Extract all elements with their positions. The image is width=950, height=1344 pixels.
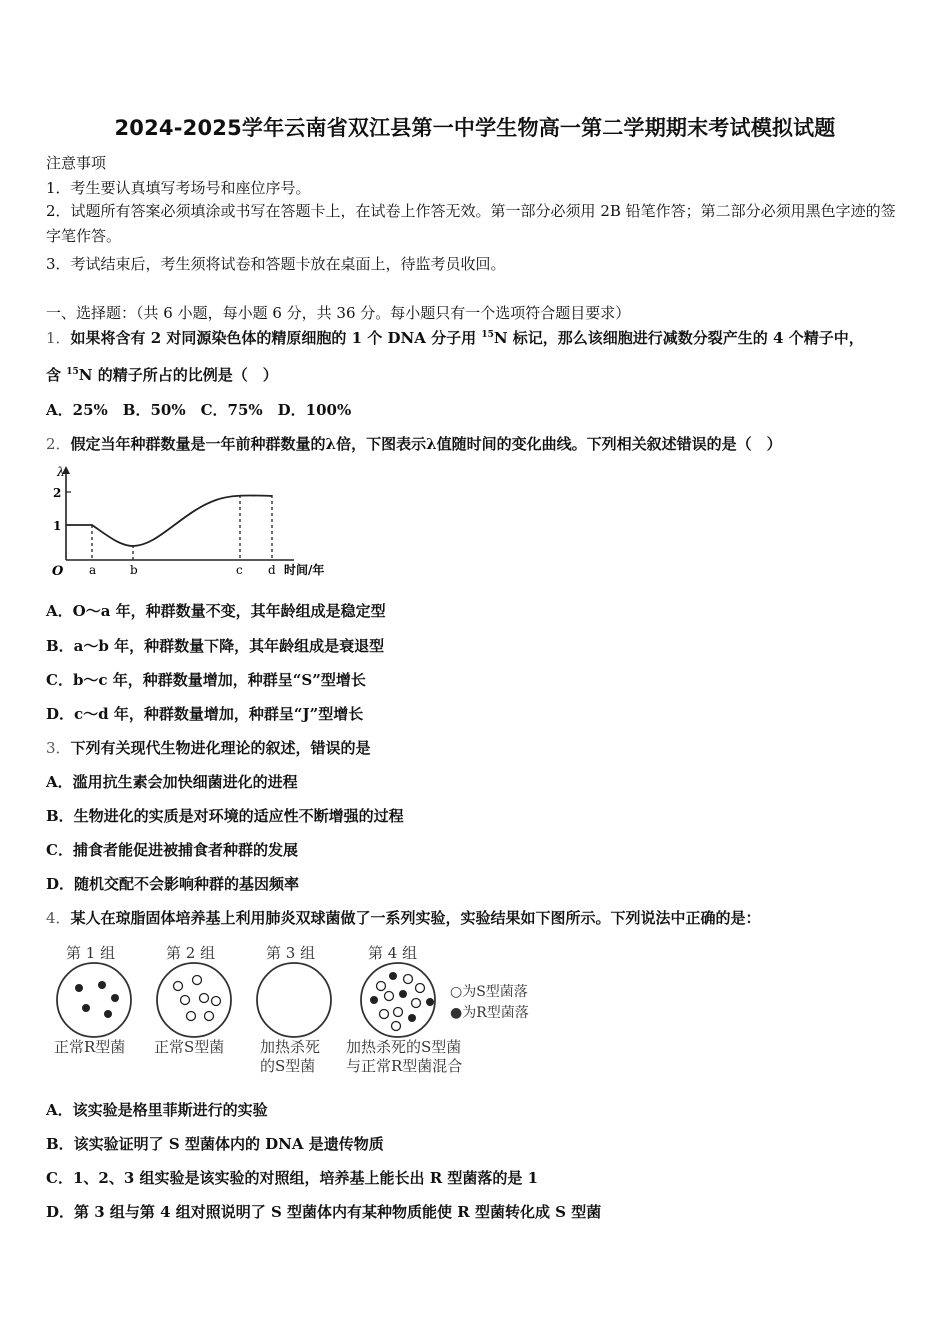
r-colony bbox=[104, 1010, 112, 1018]
x-tick-a: a bbox=[89, 563, 97, 577]
q1-line-2: 含 $^{15}$N 的精子所占的比例是（ ） bbox=[46, 366, 278, 384]
q3-option-b: B．生物进化的实质是对环境的适应性不断增强的过程 bbox=[46, 807, 404, 825]
q2-option-d: D．c～d 年，种群数量增加，种群呈“J”型增长 bbox=[46, 705, 364, 723]
legend-s: ○为S型菌落 bbox=[450, 984, 528, 1000]
group-4-caption-1: 加热杀死的S型菌 bbox=[346, 1038, 462, 1056]
q1-options: A．25% B．50% C．75% D．100% bbox=[46, 401, 352, 419]
r-colony bbox=[98, 981, 106, 989]
group-1-title: 第 1 组 bbox=[66, 944, 116, 962]
group-2-title: 第 2 组 bbox=[166, 944, 216, 962]
q3-option-d: D．随机交配不会影响种群的基因频率 bbox=[46, 875, 300, 893]
s-colony bbox=[174, 982, 183, 991]
q3-option-c: C．捕食者能促进被捕食者种群的发展 bbox=[46, 841, 298, 859]
origin-label: O bbox=[52, 564, 64, 579]
y-tick-2: 2 bbox=[53, 486, 62, 500]
q4-option-b: B．该实验证明了 S 型菌体内的 DNA 是遗传物质 bbox=[46, 1135, 384, 1153]
section-heading: 一、选择题：（共 6 小题，每小题 6 分，共 36 分。每小题只有一个选项符合题目要求） bbox=[46, 304, 631, 322]
x-tick-d: d bbox=[268, 563, 276, 577]
lambda-chart bbox=[46, 462, 366, 580]
y-axis-label: λ bbox=[57, 465, 65, 479]
s-colony bbox=[187, 1012, 196, 1021]
q1-number: 1． bbox=[46, 329, 71, 347]
group-4-caption-2: 与正常R型菌混合 bbox=[346, 1057, 463, 1075]
notice-item-2: 2．试题所有答案必须填涂或书写在答题卡上，在试卷上作答无效。第一部分必须用 2B 铅笔作答；第二部分必须用黑色字迹的签字笔作答。 bbox=[46, 202, 896, 245]
s-colony bbox=[394, 1008, 403, 1017]
group-4-title: 第 4 组 bbox=[368, 944, 418, 962]
q4-stem: 4．某人在琼脂固体培养基上利用肺炎双球菌做了一系列实验，实验结果如下图所示。下列说法中正确的是： bbox=[46, 909, 761, 927]
r-colony bbox=[370, 996, 378, 1004]
r-colony bbox=[75, 984, 83, 992]
q3-option-a: A．滥用抗生素会加快细菌进化的进程 bbox=[46, 773, 298, 791]
q4-option-d: D．第 3 组与第 4 组对照说明了 S 型菌体内有某种物质能使 R 型菌转化成 S 型菌 bbox=[46, 1203, 602, 1221]
plate-1 bbox=[57, 963, 131, 1037]
r-colony bbox=[426, 998, 434, 1006]
s-colony bbox=[377, 982, 386, 991]
q4-option-a: A．该实验是格里菲斯进行的实验 bbox=[46, 1101, 268, 1119]
s-colony bbox=[380, 1010, 389, 1019]
x-axis-label: 时间/年 bbox=[284, 563, 325, 577]
s-colony bbox=[212, 997, 221, 1006]
group-2-caption: 正常S型菌 bbox=[154, 1038, 225, 1056]
notice-item-1: 1．考生要认真填写考场号和座位序号。 bbox=[46, 179, 311, 197]
page-title: 2024-2025学年云南省双江县第一中学生物高一第二学期期末考试模拟试题 bbox=[114, 116, 836, 140]
q2-option-b: B．a～b 年，种群数量下降，其年龄组成是衰退型 bbox=[46, 637, 385, 655]
q2-number: 2． bbox=[46, 435, 71, 453]
q2-option-c: C．b～c 年，种群数量增加，种群呈“S”型增长 bbox=[46, 671, 366, 689]
r-colony bbox=[389, 972, 397, 980]
s-colony bbox=[200, 994, 209, 1003]
lambda-curve bbox=[66, 495, 272, 546]
s-colony bbox=[385, 992, 394, 1001]
s-colony bbox=[404, 975, 413, 984]
s-colony bbox=[181, 996, 190, 1005]
r-colony bbox=[82, 1004, 90, 1012]
x-tick-b: b bbox=[130, 563, 138, 577]
plate-3 bbox=[257, 963, 331, 1037]
s-colony bbox=[205, 1012, 214, 1021]
group-3-caption-1: 加热杀死 bbox=[260, 1038, 321, 1056]
q4-option-c: C．1、2、3 组实验是该实验的对照组，培养基上能长出 R 型菌落的是 1 bbox=[46, 1169, 539, 1187]
q3-number: 3． bbox=[46, 739, 71, 757]
q2-option-a: A．O～a 年，种群数量不变，其年龄组成是稳定型 bbox=[46, 602, 386, 620]
x-tick-c: c bbox=[236, 563, 243, 577]
q1-line-1: 1．如果将含有 2 对同源染色体的精原细胞的 1 个 DNA 分子用 $^{15}$N 标记，那么该细胞进行减数分裂产生的 4 个精子中， bbox=[46, 329, 864, 347]
bacteria-figure bbox=[46, 936, 556, 1076]
s-colony bbox=[412, 999, 421, 1008]
group-1-caption: 正常R型菌 bbox=[54, 1038, 126, 1056]
group-3-caption-2: 的S型菌 bbox=[260, 1057, 316, 1075]
notice-item-3: 3．考试结束后，考生须将试卷和答题卡放在桌面上，待监考员收回。 bbox=[46, 255, 506, 273]
r-colony bbox=[408, 1014, 416, 1022]
s-colony bbox=[416, 984, 425, 993]
q4-number: 4． bbox=[46, 909, 71, 927]
q3-stem: 3．下列有关现代生物进化理论的叙述，错误的是 bbox=[46, 739, 371, 757]
q2-stem: 2．假定当年种群数量是一年前种群数量的λ倍，下图表示λ值随时间的变化曲线。下列相关叙述错误的是（ ） bbox=[46, 435, 782, 453]
group-3-title: 第 3 组 bbox=[266, 944, 316, 962]
s-colony bbox=[392, 1022, 401, 1031]
r-colony bbox=[399, 990, 407, 998]
legend-r: ●为R型菌落 bbox=[450, 1005, 529, 1021]
r-colony bbox=[111, 994, 119, 1002]
y-tick-1: 1 bbox=[53, 519, 62, 533]
notice-heading: 注意事项 bbox=[46, 154, 107, 172]
s-colony bbox=[193, 976, 202, 985]
